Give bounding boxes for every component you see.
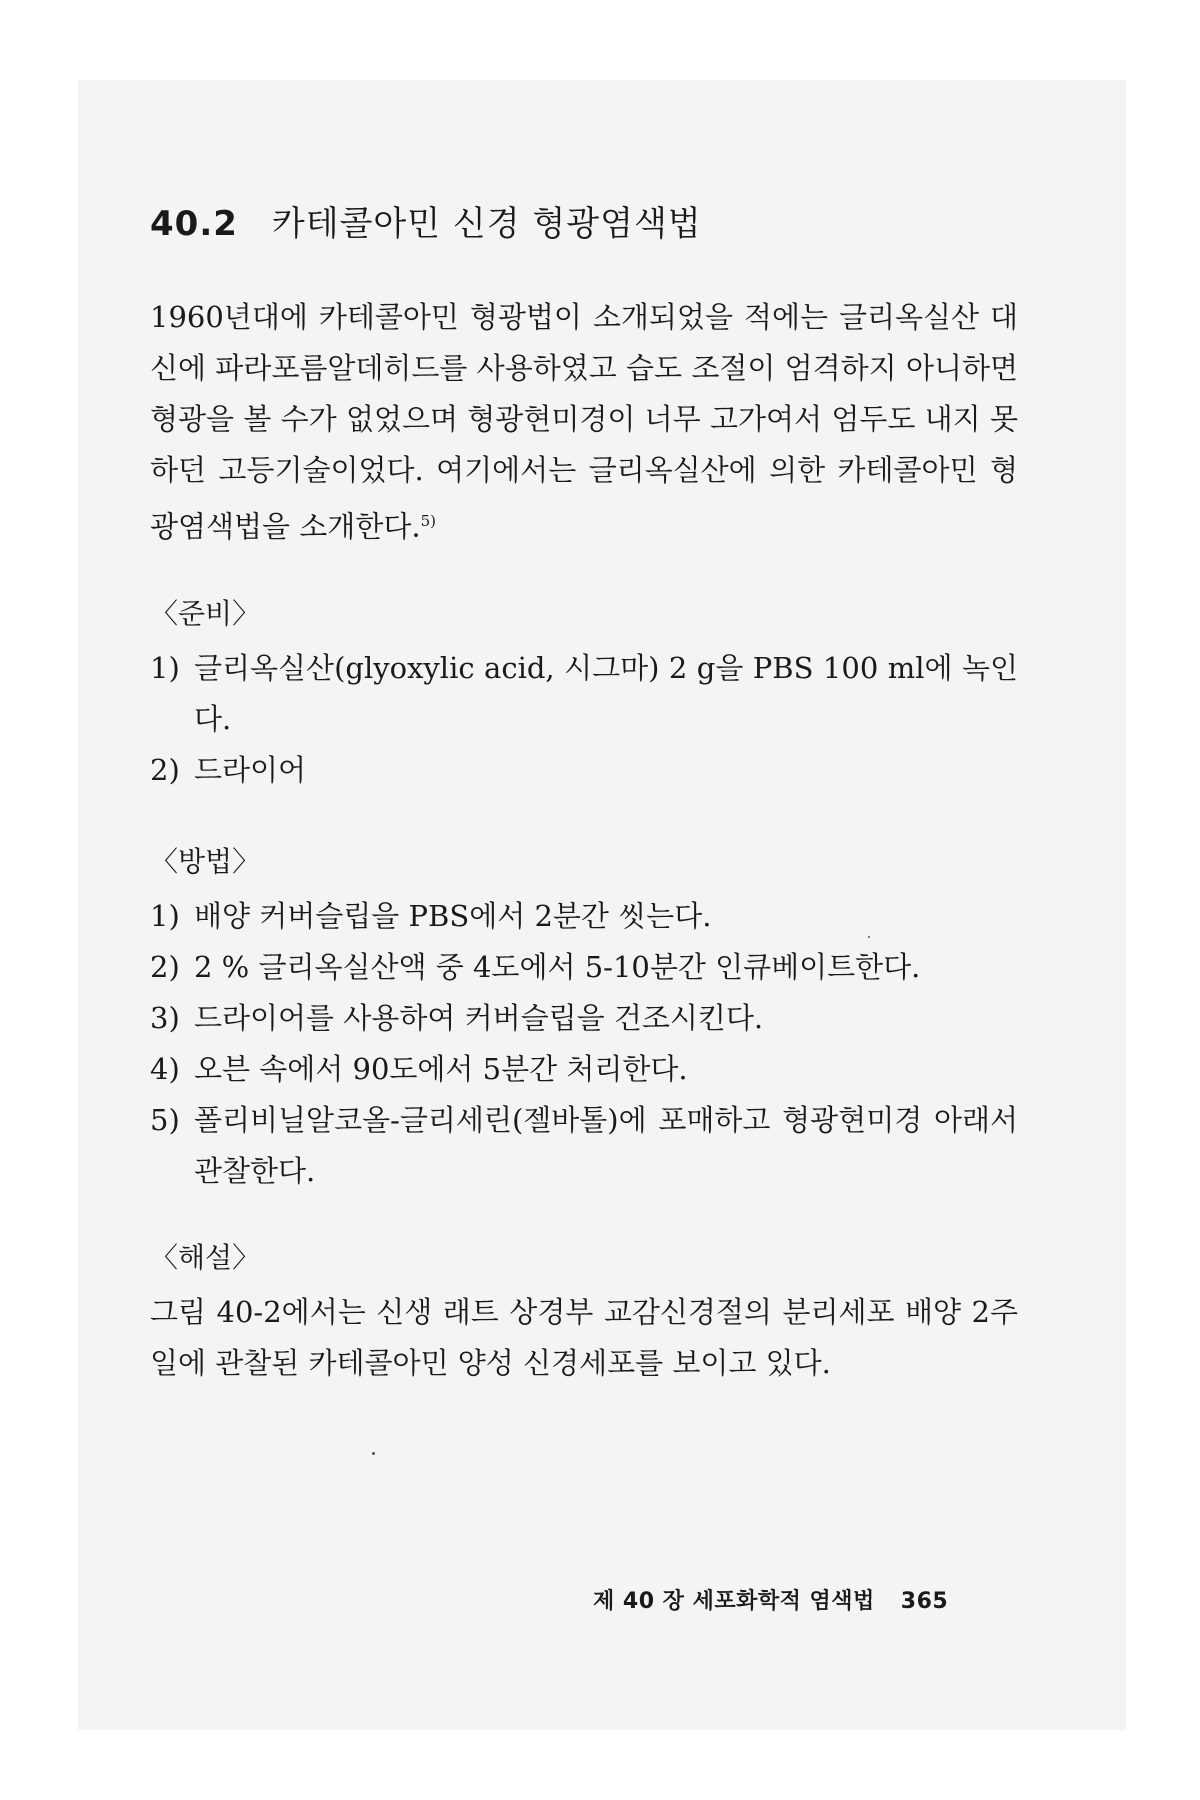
method-heading: 〈방법〉 <box>150 845 261 878</box>
item-number: 2) <box>150 950 180 984</box>
running-footer <box>593 1584 948 1615</box>
commentary-heading: 〈해설〉 <box>150 1241 261 1274</box>
method-item <box>150 993 1018 1044</box>
commentary-text: 그림 40-2에서는 신생 래트 상경부 교감신경절의 분리세포 배양 2주일에 관찰된 카테콜아민 양성 신경세포를 보이고 있다. <box>150 1295 1018 1380</box>
chapter-label: 제 40 장 세포화학적 염색법 <box>593 1589 875 1614</box>
item-number: 1) <box>150 899 180 933</box>
item-number: 2) <box>150 753 180 787</box>
method-item <box>150 1044 1018 1095</box>
method-item <box>150 1095 1018 1197</box>
commentary-section <box>150 1232 1018 1389</box>
page-number: 365 <box>900 1589 949 1614</box>
item-number: 5) <box>150 1103 180 1137</box>
section-title <box>150 196 702 245</box>
item-text: 드라이어를 사용하여 커버슬립을 건조시킨다. <box>194 1001 764 1035</box>
reference-marker: 5) <box>420 512 436 530</box>
item-number: 1) <box>150 651 180 685</box>
method-section <box>150 836 1018 1197</box>
item-text: 폴리비닐알코올-글리세린(젤바톨)에 포매하고 형광현미경 아래서 관찰한다. <box>194 1103 1018 1188</box>
item-text: 드라이어 <box>194 753 307 787</box>
item-text: 2 % 글리옥실산액 중 4도에서 5-10분간 인큐베이트한다. <box>194 950 921 984</box>
section-number: 40.2 <box>150 204 238 244</box>
item-number: 4) <box>150 1052 180 1086</box>
method-item <box>150 942 1018 993</box>
intro-text: 1960년대에 카테콜아민 형광법이 소개되었을 적에는 글리옥실산 대신에 파라포름알데히드를 사용하였고 습도 조절이 엄격하지 아니하면 형광을 볼 수가 없었으며 형광현미경이 너무 고가여서 엄두도 내지 못하던 고등기술이었다. 여기에서는 글리옥실산에 의한 카테콜아민 형광염색법을 소개한다. <box>150 300 1018 544</box>
intro-paragraph <box>150 292 1018 553</box>
item-number: 3) <box>150 1001 180 1035</box>
item-text: 배양 커버슬립을 PBS에서 2분간 씻는다. <box>194 899 712 933</box>
preparation-heading: 〈준비〉 <box>150 597 261 630</box>
preparation-section <box>150 588 1018 796</box>
method-item <box>150 891 1018 942</box>
preparation-item <box>150 745 1018 796</box>
scan-speck <box>372 1452 375 1455</box>
preparation-item <box>150 643 1018 745</box>
item-text: 글리옥실산(glyoxylic acid, 시그마) 2 g을 PBS 100 ml에 녹인다. <box>194 651 1018 736</box>
scan-speck <box>868 936 870 938</box>
item-text: 오븐 속에서 90도에서 5분간 처리한다. <box>194 1052 688 1086</box>
section-title-text: 카테콜아민 신경 형광염색법 <box>271 204 702 244</box>
